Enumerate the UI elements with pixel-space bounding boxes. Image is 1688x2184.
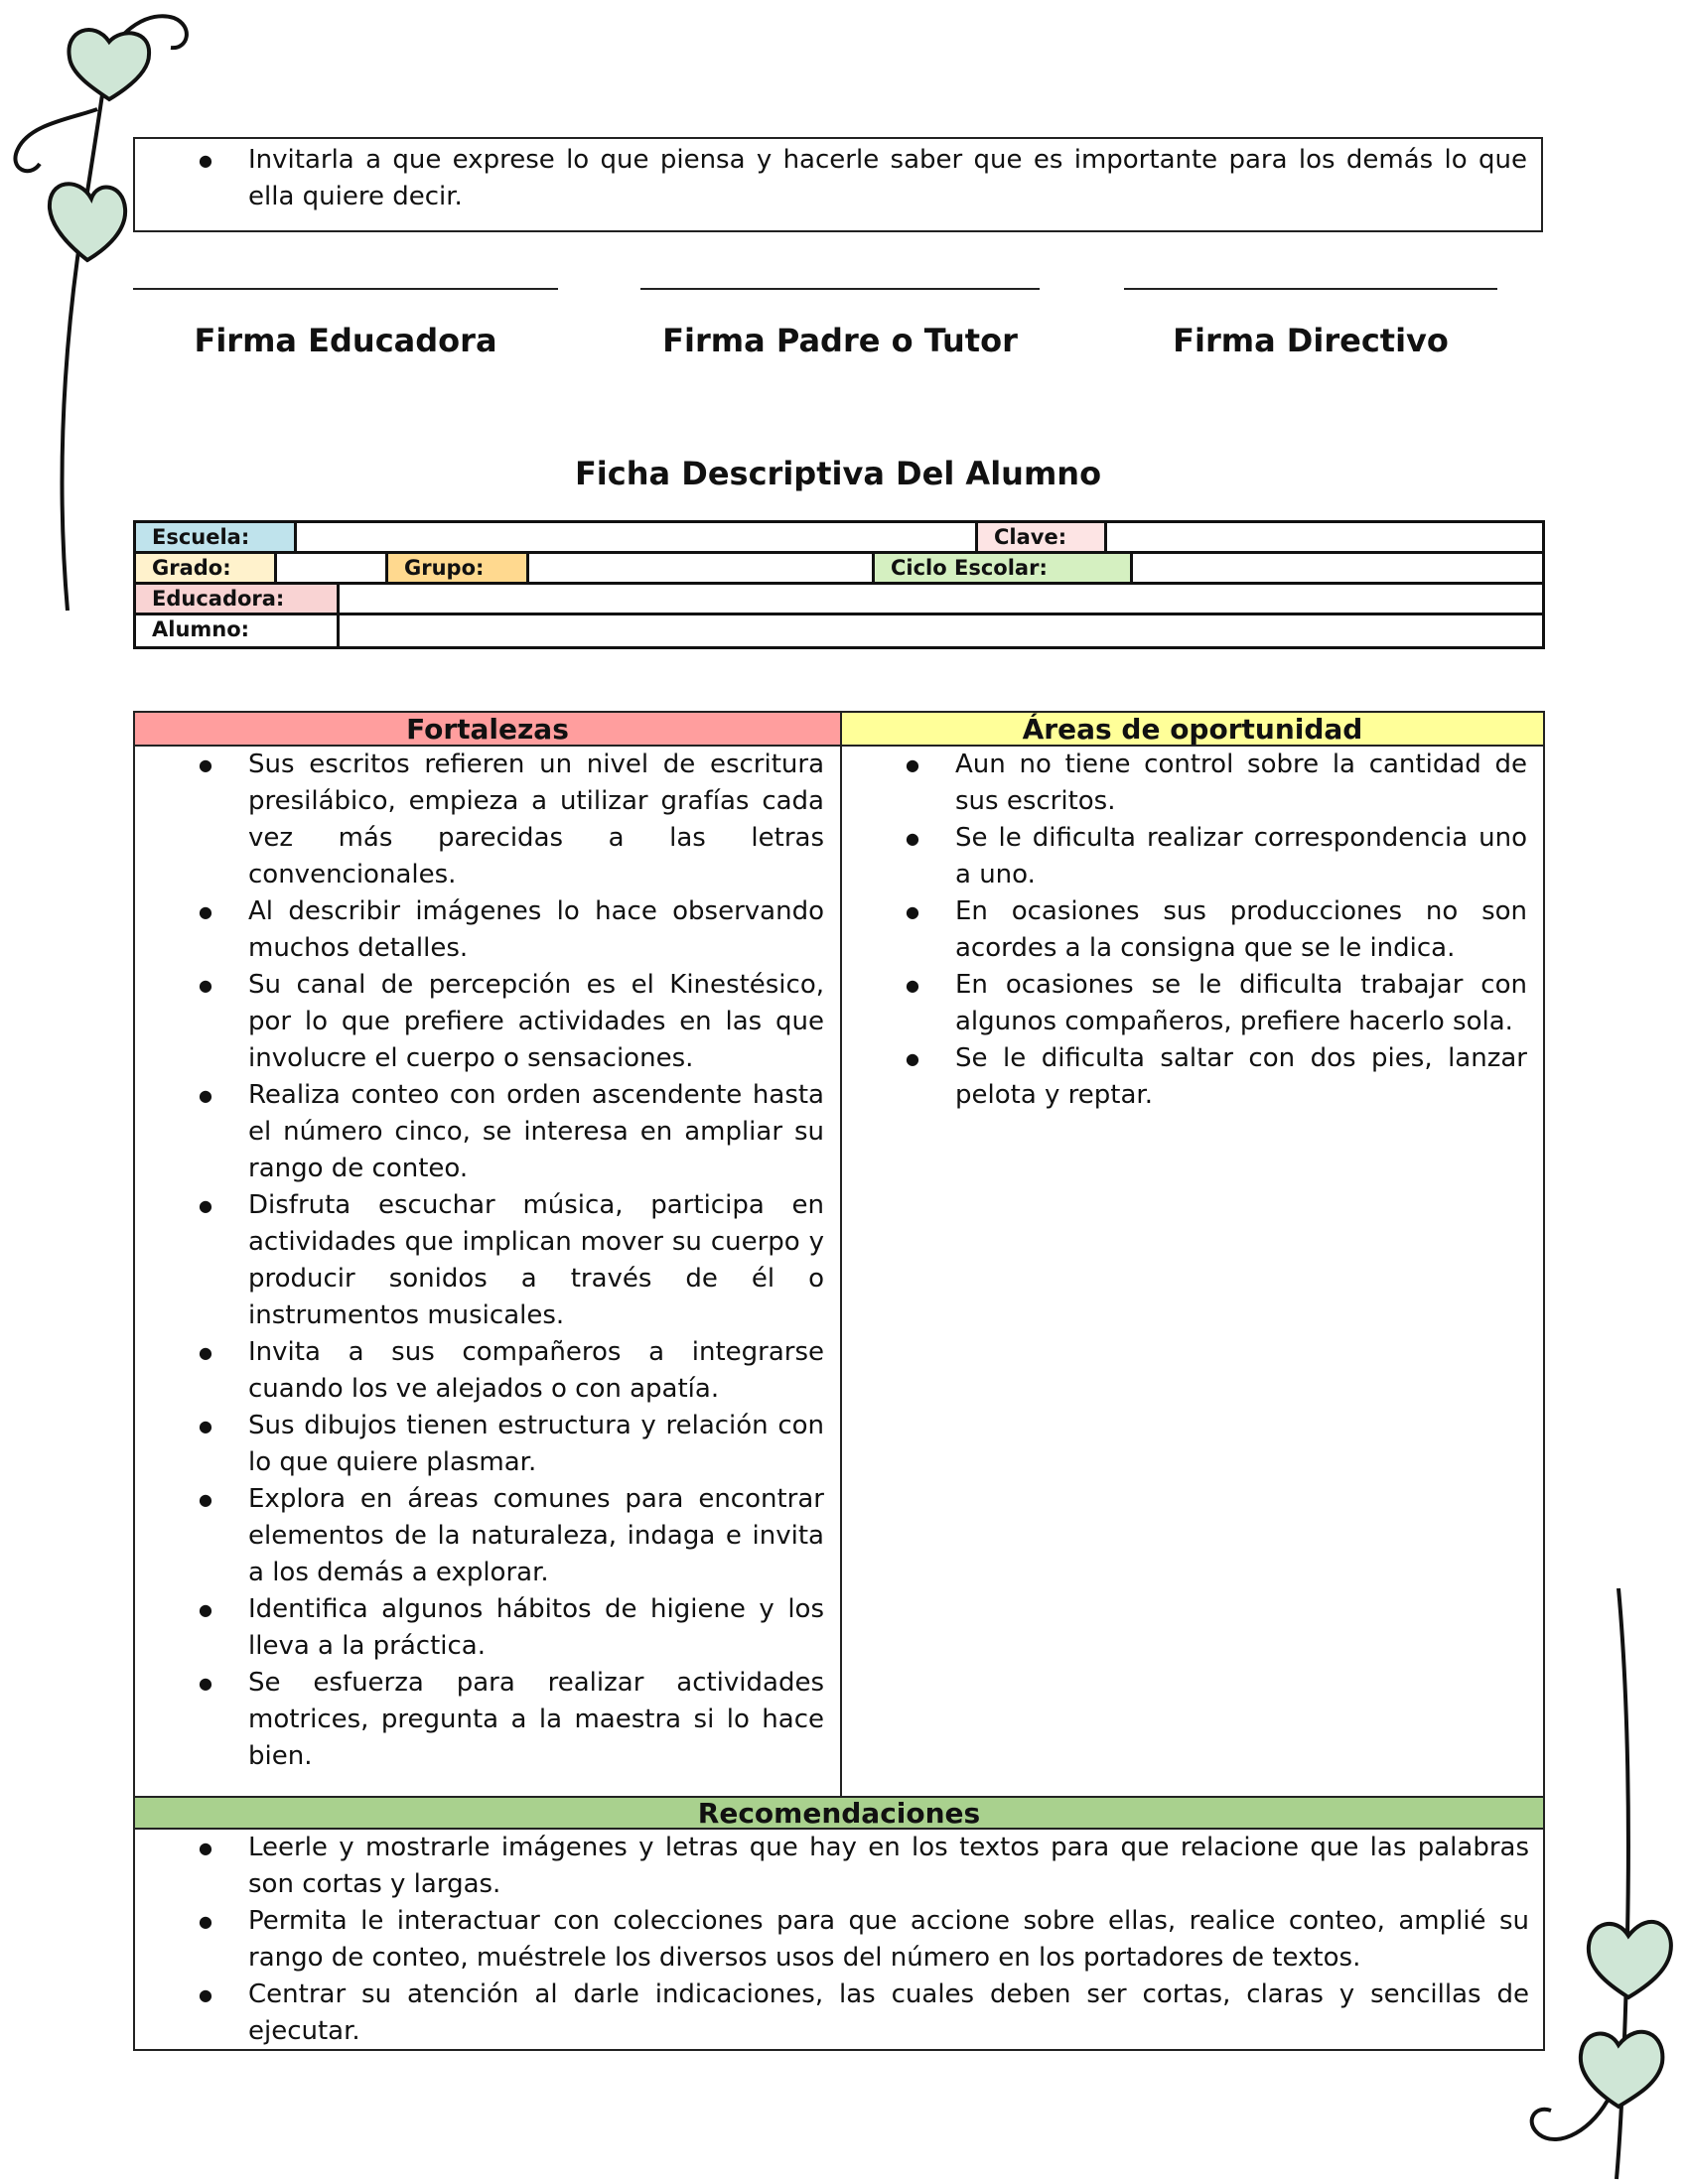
alumno-label: Alumno: bbox=[136, 615, 340, 646]
clave-field[interactable] bbox=[1107, 523, 1542, 551]
area-item: ● Se le dificulta realizar correspondencia uno a uno. bbox=[842, 820, 1543, 893]
recomendaciones-list bbox=[135, 1830, 1543, 2050]
document-title: Ficha Descriptiva Del Alumno bbox=[574, 455, 1102, 492]
ciclo-label: Ciclo Escolar: bbox=[875, 554, 1133, 582]
info-row-grado bbox=[136, 554, 1542, 585]
fortalezas-header: Fortalezas bbox=[135, 713, 840, 747]
fortaleza-item: ● Su canal de percepción es el Kinestésico, por lo que prefiere actividades en las que involucre el cuerpo o sensaciones. bbox=[135, 967, 840, 1077]
student-info-table bbox=[133, 520, 1545, 649]
fortalezas-column bbox=[135, 747, 840, 1775]
area-item: ● En ocasiones se le dificulta trabajar con algunos compañeros, prefiere hacerlo sola. bbox=[842, 967, 1543, 1040]
area-item: ● En ocasiones sus producciones no son acordes a la consigna que se le indica. bbox=[842, 893, 1543, 967]
evaluation-table bbox=[133, 711, 1545, 2051]
escuela-field[interactable] bbox=[297, 523, 978, 551]
fortaleza-item: ● Al describir imágenes lo hace observando muchos detalles. bbox=[135, 893, 840, 967]
recomendaciones-header: Recomendaciones bbox=[135, 1796, 1543, 1830]
ciclo-field[interactable] bbox=[1133, 554, 1542, 582]
fortaleza-item: ● Explora en áreas comunes para encontrar elementos de la naturaleza, indaga e invita a los demás a explorar. bbox=[135, 1481, 840, 1591]
grado-field[interactable] bbox=[277, 554, 388, 582]
fortaleza-item: ● Invita a sus compañeros a integrarse cuando los ve alejados o con apatía. bbox=[135, 1334, 840, 1408]
recomendacion-item: ● Leerle y mostrarle imágenes y letras que hay en los textos para que relacione que las palabras son cortas y largas. bbox=[135, 1830, 1543, 1903]
recomendacion-item: ● Centrar su atención al darle indicaciones, las cuales deben ser cortas, claras y sencillas de ejecutar. bbox=[135, 1977, 1543, 2050]
info-row-educadora bbox=[136, 585, 1542, 615]
fortaleza-item: ● Sus escritos refieren un nivel de escritura presilábico, empieza a utilizar grafías cada vez más parecidas a las letras convencionales. bbox=[135, 747, 840, 893]
areas-header: Áreas de oportunidad bbox=[842, 713, 1543, 747]
area-item: ● Aun no tiene control sobre la cantidad de sus escritos. bbox=[842, 747, 1543, 820]
grupo-label: Grupo: bbox=[388, 554, 529, 582]
areas-list bbox=[842, 747, 1543, 1114]
areas-column bbox=[842, 747, 1543, 1114]
escuela-label: Escuela: bbox=[136, 523, 297, 551]
fortaleza-item: ● Identifica algunos hábitos de higiene y los lleva a la práctica. bbox=[135, 1591, 840, 1665]
educadora-label: Educadora: bbox=[136, 585, 340, 613]
previous-recommendations-box bbox=[133, 137, 1543, 232]
info-row-escuela bbox=[136, 523, 1542, 554]
signature-label-padre: Firma Padre o Tutor bbox=[662, 322, 1018, 359]
fortaleza-item: ● Se esfuerza para realizar actividades motrices, pregunta a la maestra si lo hace bien. bbox=[135, 1665, 840, 1775]
signature-label-directivo: Firma Directivo bbox=[1173, 322, 1449, 359]
fortaleza-item: ● Realiza conteo con orden ascendente hasta el número cinco, se interesa en ampliar su rango de conteo. bbox=[135, 1077, 840, 1187]
signature-line-directivo bbox=[1124, 288, 1497, 290]
signature-line-padre bbox=[640, 288, 1040, 290]
signature-label-educadora: Firma Educadora bbox=[194, 322, 497, 359]
grado-label: Grado: bbox=[136, 554, 277, 582]
clave-label: Clave: bbox=[978, 523, 1107, 551]
recomendaciones-section bbox=[135, 1830, 1543, 2050]
area-item: ● Se le dificulta saltar con dos pies, lanzar pelota y reptar. bbox=[842, 1040, 1543, 1114]
fortaleza-item: ● Sus dibujos tienen estructura y relación con lo que quiere plasmar. bbox=[135, 1408, 840, 1481]
fortalezas-list bbox=[135, 747, 840, 1775]
fortaleza-item: ● Disfruta escuchar música, participa en actividades que implican mover su cuerpo y producir sonidos a través de él o instrumentos musicales. bbox=[135, 1187, 840, 1334]
educadora-field[interactable] bbox=[340, 585, 1542, 613]
list-item: ● Invitarla a que exprese lo que piensa y hacerle saber que es importante para los demás lo que ella quiere decir. bbox=[135, 142, 1541, 215]
grupo-field[interactable] bbox=[529, 554, 875, 582]
signature-line-educadora bbox=[133, 288, 558, 290]
info-row-alumno bbox=[136, 615, 1542, 646]
recomendacion-item: ● Permita le interactuar con colecciones para que accione sobre ellas, realice conteo, amplié su rango de conteo, muéstrele los diversos usos del número en los portadores de textos. bbox=[135, 1903, 1543, 1977]
alumno-field[interactable] bbox=[340, 615, 1542, 646]
previous-recommendations-list bbox=[135, 139, 1541, 215]
